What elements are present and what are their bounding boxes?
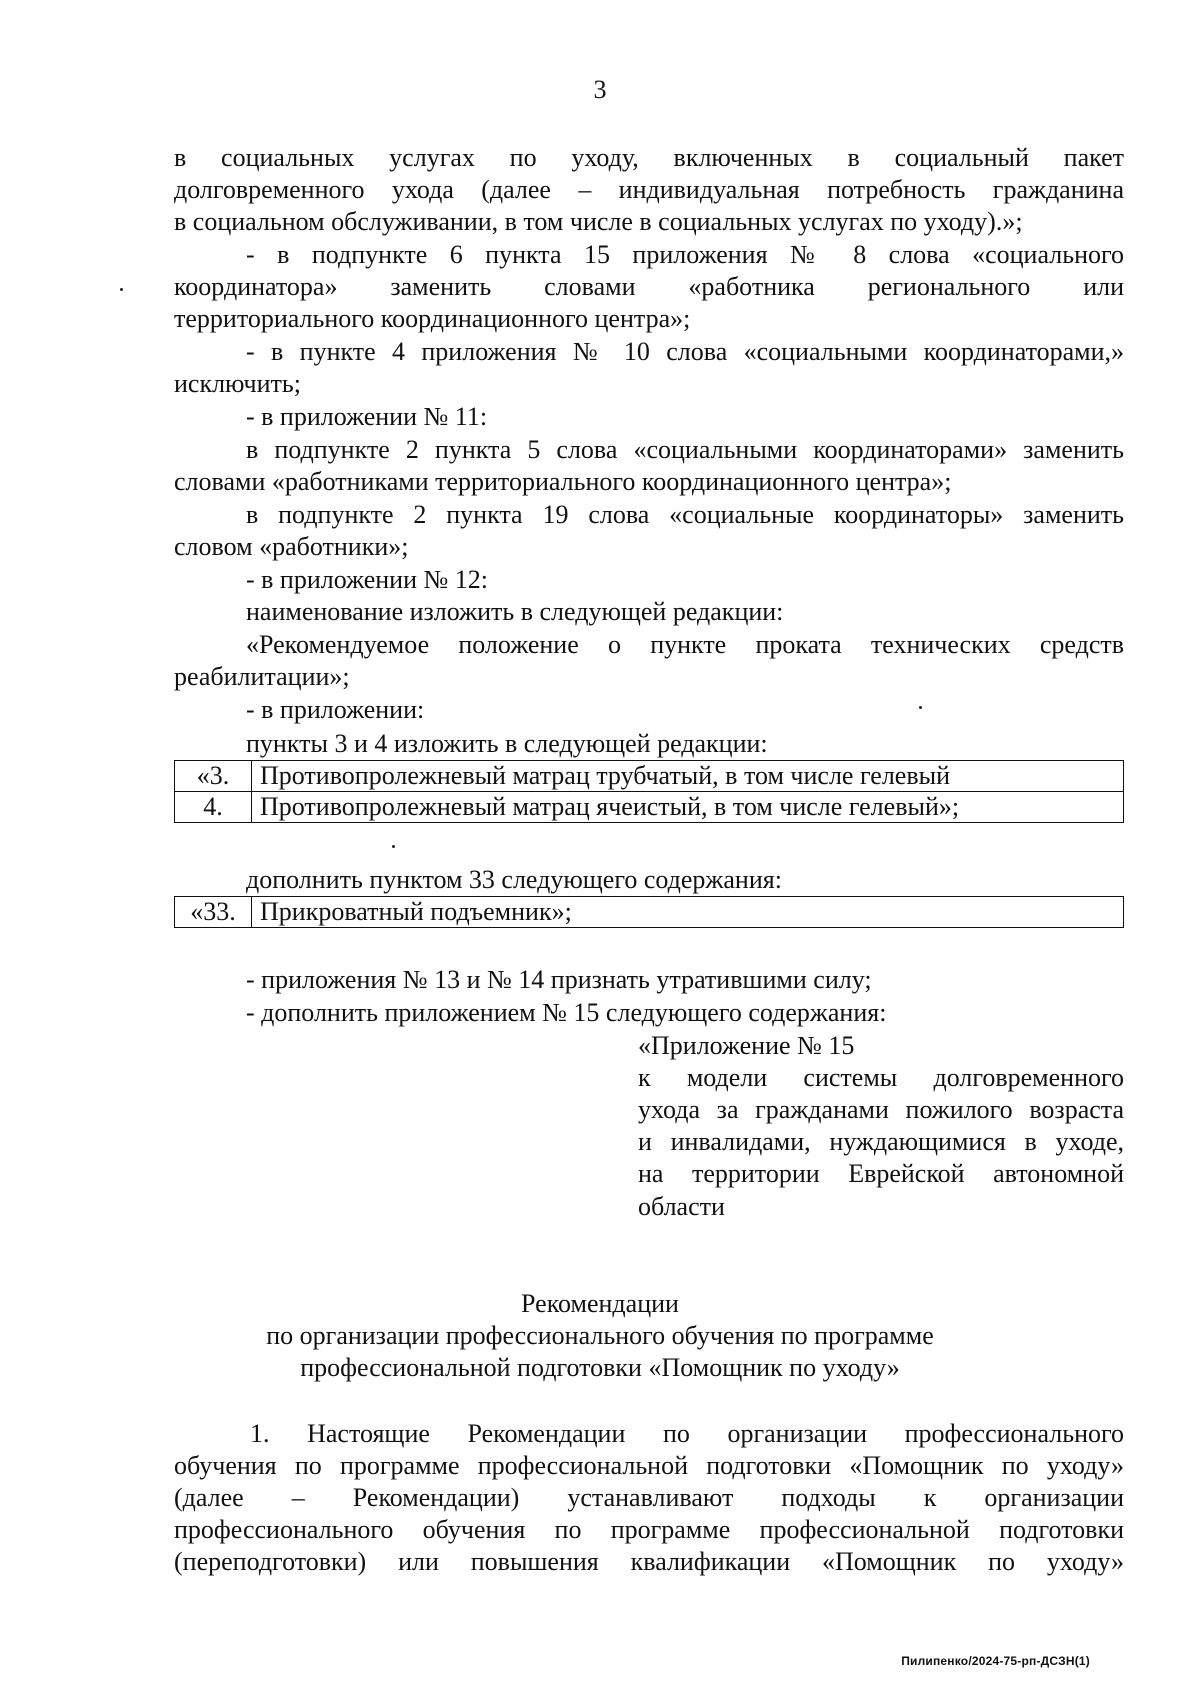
text-line: словом «работники»; <box>174 532 409 561</box>
text-line: пункты 3 и 4 изложить в следующей редакции: <box>246 729 768 758</box>
text-line: словами «работниками территориального координационного центра»; <box>174 467 952 496</box>
appendix-header-line: «Приложение № 15 <box>638 1031 855 1060</box>
table-row <box>175 761 1124 792</box>
text-line: - в пункте 4 приложения № 10 слова «социальными координаторами,» <box>246 337 1124 366</box>
appendix-header-line: и инвалидами, нуждающимися в уходе, <box>638 1127 1124 1156</box>
scan-speck <box>120 288 123 291</box>
document-registration-code: Пилипенко/2024-75-рп-ДСЗН(1) <box>901 1654 1090 1668</box>
table-row <box>175 792 1124 823</box>
table-cell-number: 4. <box>175 792 252 823</box>
text-line: в подпункте 2 пункта 19 слова «социальные координаторы» заменить <box>246 500 1124 529</box>
text-line: реабилитации»; <box>174 662 350 691</box>
text-line: профессионального обучения по программе профессиональной подготовки <box>174 1515 1124 1544</box>
text-line: дополнить пунктом 33 следующего содержания: <box>246 865 782 894</box>
appendix-header-line: к модели системы долговременного <box>638 1063 1124 1092</box>
text-line: координатора» заменить словами «работника регионального или <box>174 272 1124 301</box>
page-number: 3 <box>593 75 607 104</box>
document-title: Рекомендации <box>521 1289 679 1318</box>
scan-speck <box>392 845 395 848</box>
text-line: территориального координационного центра»; <box>174 304 691 333</box>
text-line: - в приложении: <box>246 695 425 724</box>
document-subtitle: по организации профессионального обучения по программе <box>266 1321 934 1350</box>
text-line: обучения по программе профессиональной подготовки «Помощник по уходу» <box>174 1451 1124 1480</box>
document-subtitle: профессиональной подготовки «Помощник по уходу» <box>300 1353 900 1382</box>
text-line: 1. Настоящие Рекомендации по организации профессионального <box>250 1419 1124 1448</box>
scan-speck <box>919 706 922 709</box>
text-line: в социальном обслуживании, в том числе в социальных услугах по уходу).»; <box>174 207 1023 236</box>
appendix-header-line: на территории Еврейской автономной <box>638 1159 1124 1188</box>
table-cell-text: Прикроватный подъемник»; <box>252 897 1124 928</box>
text-line: (переподготовки) или повышения квалификации «Помощник по уходу» <box>174 1547 1124 1576</box>
items-table-point-33 <box>174 896 1124 928</box>
text-line: долговременного ухода (далее – индивидуальная потребность гражданина <box>174 175 1124 204</box>
text-line: - в приложении № 12: <box>246 565 489 594</box>
table-cell-number: «33. <box>175 897 252 928</box>
appendix-header-line: ухода за гражданами пожилого возраста <box>638 1095 1124 1124</box>
text-line: «Рекомендуемое положение о пункте проката технических средств <box>246 630 1124 659</box>
text-line: - в подпункте 6 пункта 15 приложения № 8 слова «социального <box>246 240 1124 269</box>
text-line: - приложения № 13 и № 14 признать утратившими силу; <box>246 965 872 994</box>
text-line: - в приложении № 11: <box>246 402 488 431</box>
text-line: наименование изложить в следующей редакции: <box>246 597 784 626</box>
text-line: (далее – Рекомендации) устанавливают подходы к организации <box>174 1483 1124 1512</box>
table-cell-text: Противопролежневый матрац трубчатый, в том числе гелевый <box>252 761 1124 792</box>
items-table-points-3-4 <box>174 760 1124 823</box>
text-line: в социальных услугах по уходу, включенных в социальный пакет <box>174 143 1124 172</box>
text-line: - дополнить приложением № 15 следующего содержания: <box>246 998 887 1027</box>
table-cell-text: Противопролежневый матрац ячеистый, в том числе гелевый»; <box>252 792 1124 823</box>
appendix-header-line: области <box>638 1192 725 1221</box>
table-cell-number: «3. <box>175 761 252 792</box>
text-line: в подпункте 2 пункта 5 слова «социальными координаторами» заменить <box>246 435 1124 464</box>
text-line: исключить; <box>174 369 301 398</box>
table-row <box>175 897 1124 928</box>
